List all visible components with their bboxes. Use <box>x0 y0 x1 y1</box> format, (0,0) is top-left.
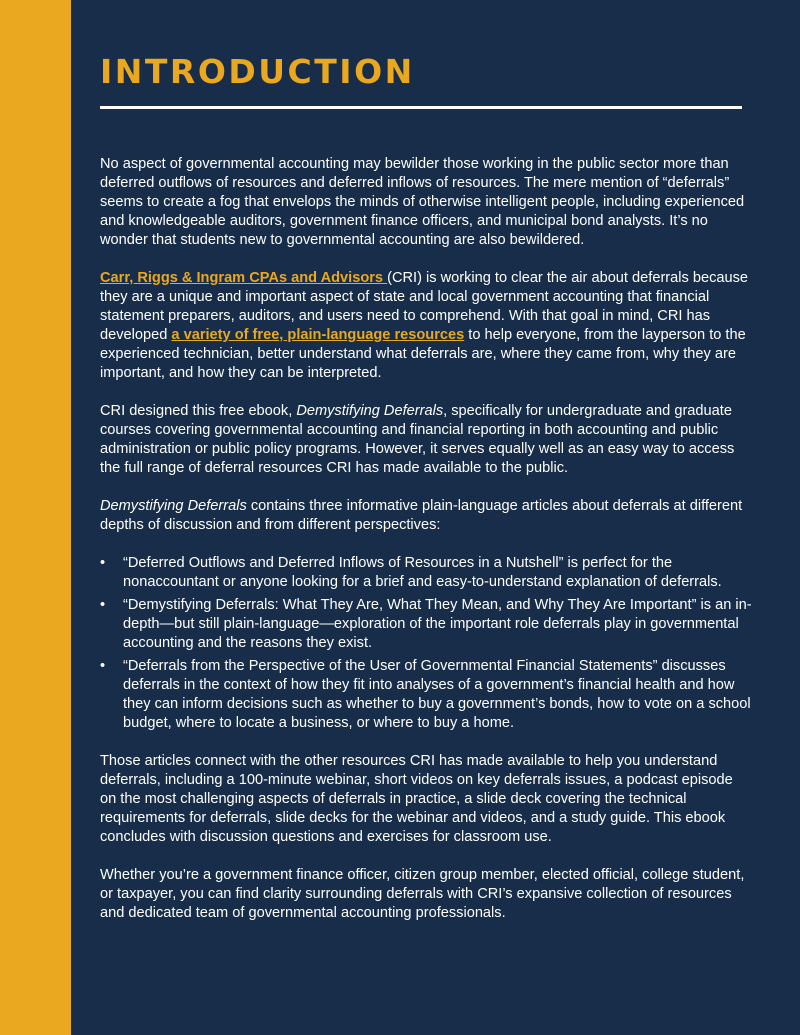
heading-divider <box>100 106 742 109</box>
ebook-title-2: Demystifying Deferrals <box>100 498 247 514</box>
paragraph-closing: Whether you’re a government finance officer, citizen group member, elected official, college student, or taxpayer, you can find clarity surrounding deferrals with CRI’s expansive collection of resources and dedicated team of governmental accounting professionals. <box>100 867 745 921</box>
paragraph-articles <box>100 497 752 535</box>
paragraph-articles-text: contains three informative plain-language articles about deferrals at different depths of discussion and from different perspectives: <box>100 498 743 533</box>
paragraph-resources: Those articles connect with the other resources CRI has made available to help you understand deferrals, including a 100-minute webinar, short videos on key deferrals issues, a podcast episode on the most challenging aspects of deferrals in practice, a slide deck covering the technical requirements for deferrals, slide decks for the webinar and videos, and a study guide. This ebook concludes with discussion questions and exercises for classroom use. <box>100 753 733 845</box>
articles-list <box>100 554 752 733</box>
body-text <box>100 155 752 942</box>
page-heading: INTRODUCTION <box>100 52 415 91</box>
accent-side-bar <box>0 0 71 1035</box>
ebook-title: Demystifying Deferrals <box>296 403 444 419</box>
resources-link[interactable]: a variety of free, plain-language resources <box>171 327 465 343</box>
paragraph-ebook-text-1: CRI designed this free ebook, <box>100 403 297 419</box>
paragraph-intro: No aspect of governmental accounting may bewilder those working in the public sector more than deferred outflows of resources and deferred inflows of resources. The mere mention of “deferrals” seems to create a fog that envelops the minds of otherwise intelligent people, including experienced and knowledgeable auditors, government finance officers, and municipal bond analysts. It’s no wonder that students new to governmental accounting are also bewildered. <box>100 156 745 248</box>
paragraph-ebook-text-2: , specifically for undergraduate and graduate courses covering governmental accounting and financial reporting in both accounting and public administration or public policy programs. However, it serves equally well as an easy way to access the full range of deferral resources CRI has made available to the public. <box>100 403 735 476</box>
paragraph-cri-text-1: (CRI) is working to clear the air about deferrals because they are a unique and important aspect of state and local government accounting that financial statement preparers, auditors, and users need to comprehend. With that goal in mind, CRI has developed <box>100 270 749 343</box>
paragraph-ebook <box>100 402 752 478</box>
list-item: • “Deferred Outflows and Deferred Inflows of Resources in a Nutshell” is perfect for the nonaccountant or anyone looking for a brief and easy-to-understand explanation of deferrals. <box>100 554 752 592</box>
paragraph-cri <box>100 269 752 383</box>
paragraph-cri-text-2: to help everyone, from the layperson to the experienced technician, better understand what deferrals are, where they came from, why they are important, and how they can be interpreted. <box>100 327 746 381</box>
list-item: • “Demystifying Deferrals: What They Are, What They Mean, and Why They Are Important” is an in-depth—but still plain-language—exploration of the important role deferrals play in governmental accounting and the reasons they exist. <box>100 596 752 653</box>
list-item: • “Deferrals from the Perspective of the User of Governmental Financial Statements” discusses deferrals in the context of how they fit into analyses of a government’s financial health and how they can inform decisions such as whether to buy a government’s bonds, how to vote on a school budget, where to locate a business, or where to buy a home. <box>100 657 752 733</box>
cri-link[interactable]: Carr, Riggs & Ingram CPAs and Advisors <box>100 270 388 286</box>
